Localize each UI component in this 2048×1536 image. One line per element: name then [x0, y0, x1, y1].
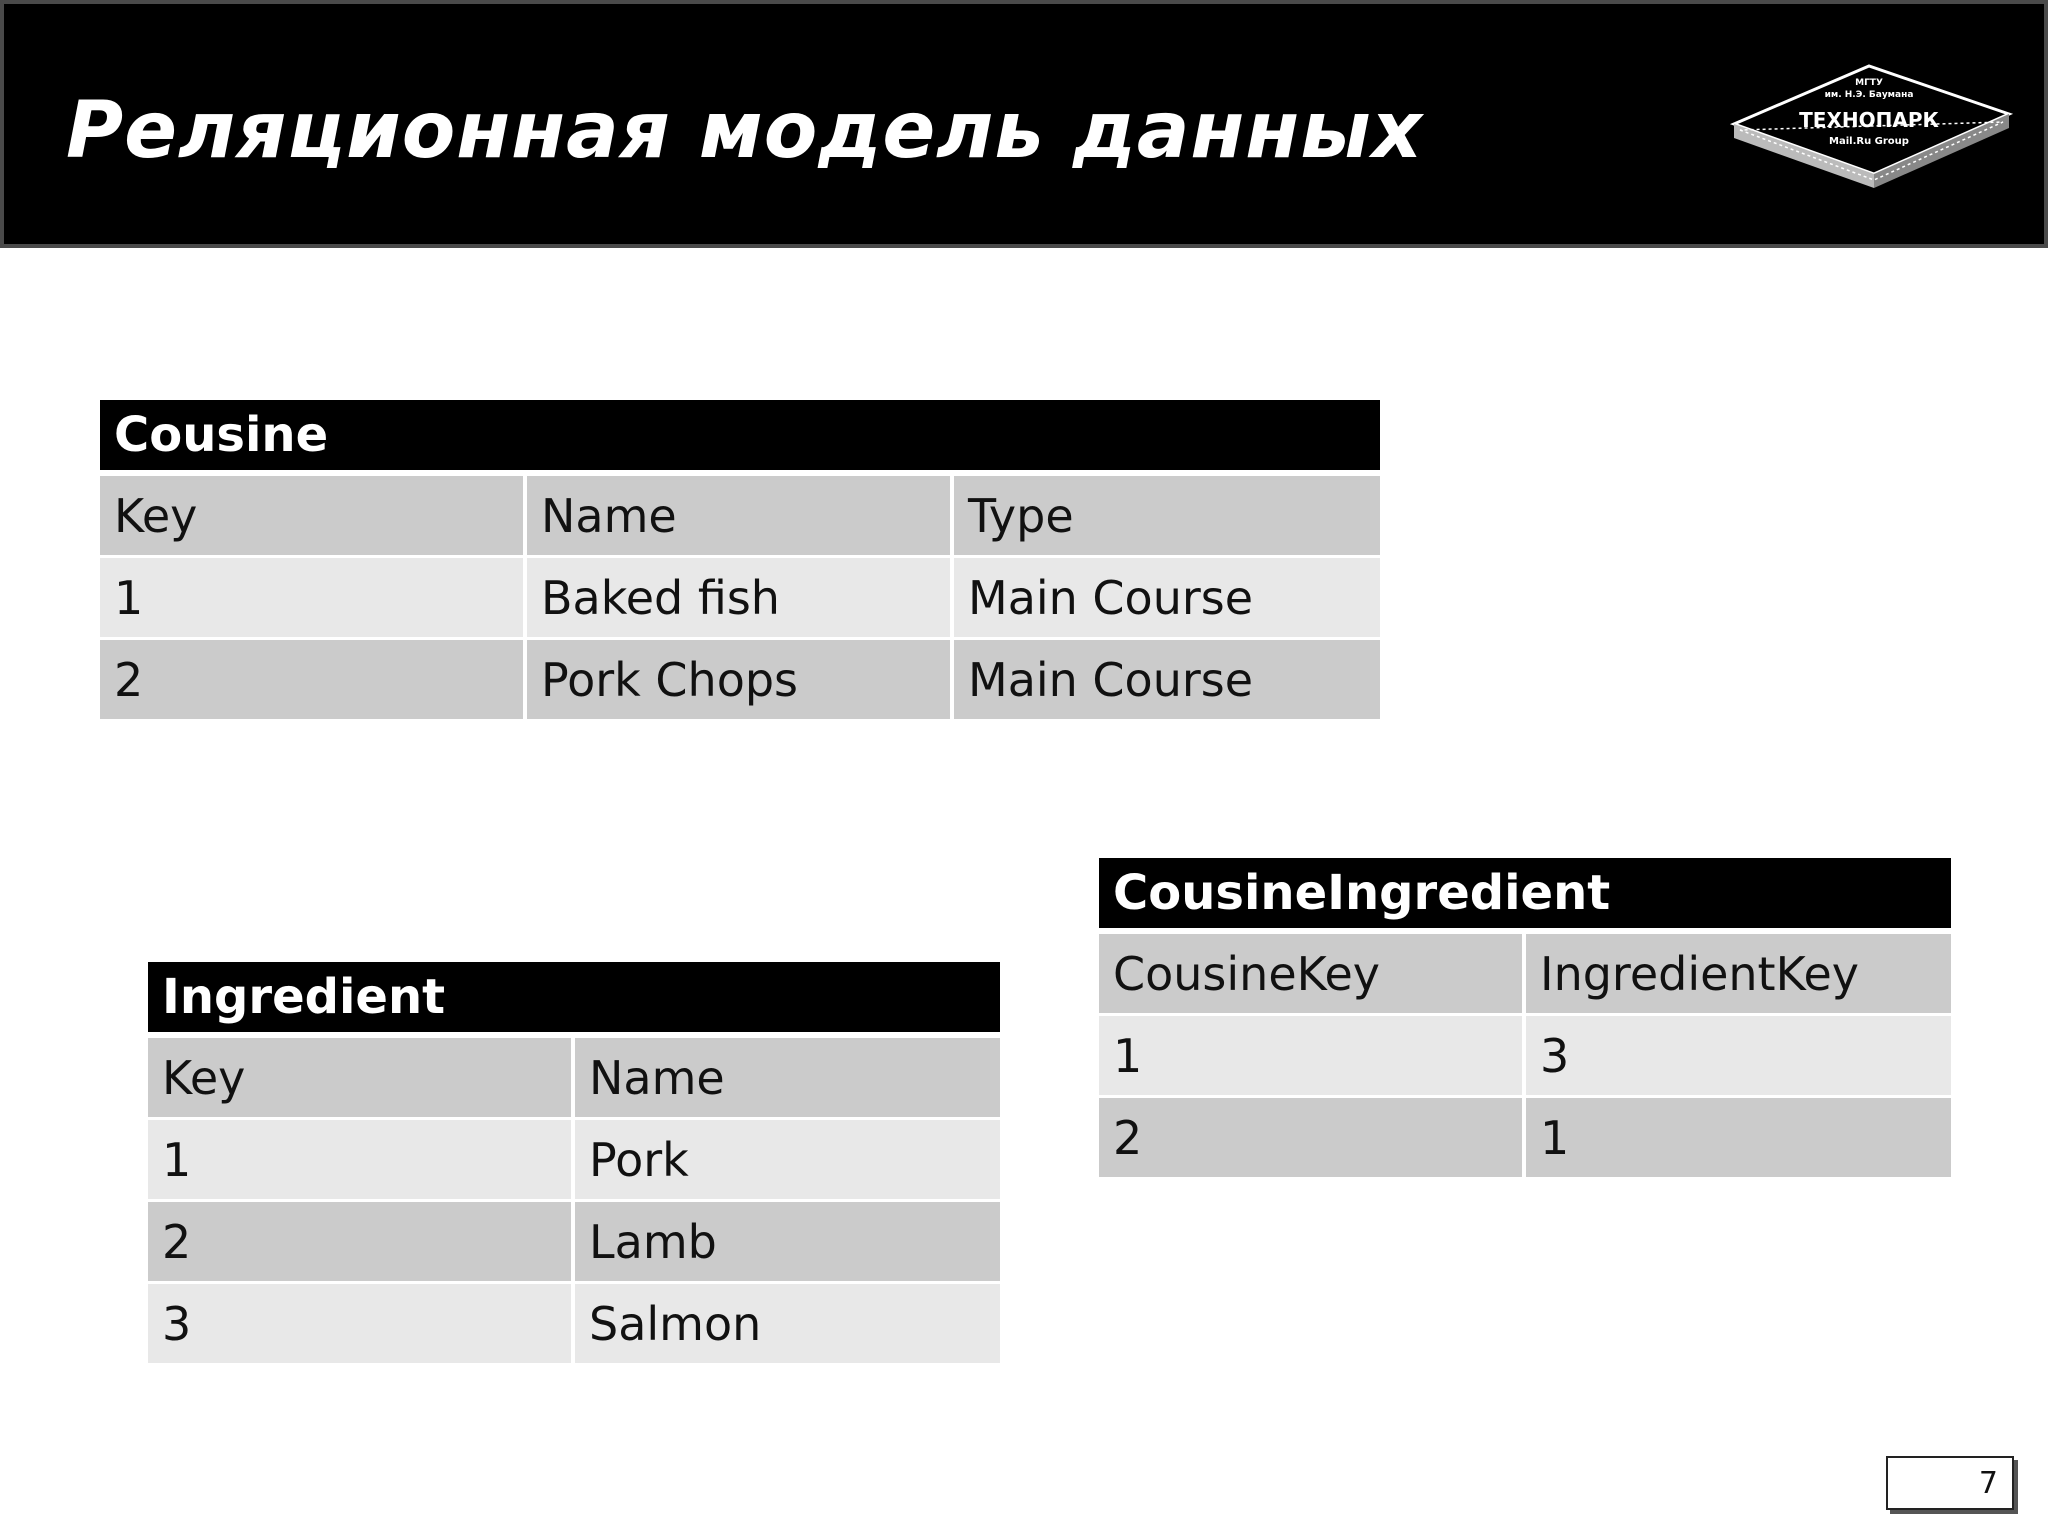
table-cell: 1 [148, 1120, 575, 1202]
column-header: Key [148, 1038, 575, 1120]
table-title-row [1099, 858, 1951, 934]
table-row [100, 640, 1380, 722]
table-title-row [148, 962, 1000, 1038]
ingredient-table [148, 962, 1000, 1366]
table-title: CousineIngredient [1099, 858, 1951, 934]
table-cell: 1 [1099, 1016, 1526, 1098]
table-cell: Pork [575, 1120, 1000, 1202]
logo-line-1: МГТУ [1855, 78, 1883, 88]
page-number-frame [1886, 1456, 2014, 1510]
logo-line-2: им. Н.Э. Баумана [1824, 90, 1914, 100]
table-row [1099, 1098, 1951, 1180]
column-header: CousineKey [1099, 934, 1526, 1016]
table-row [100, 558, 1380, 640]
logo-line-4: Mail.Ru Group [1829, 136, 1909, 147]
page-number-box [1886, 1456, 2018, 1514]
table-cell: 1 [100, 558, 527, 640]
cousine-ingredient-table [1099, 858, 1951, 1180]
table-row [148, 1202, 1000, 1284]
table-header-row [1099, 934, 1951, 1016]
table-header-row [148, 1038, 1000, 1120]
column-header: IngredientKey [1526, 934, 1951, 1016]
page-number: 7 [1978, 1466, 1998, 1501]
column-header: Name [575, 1038, 1000, 1120]
table-cell: Salmon [575, 1284, 1000, 1366]
logo-line-3: ТЕХНОПАРК [1799, 108, 1939, 132]
table-cell: 2 [148, 1202, 575, 1284]
column-header: Type [954, 476, 1380, 558]
table-cell: 2 [100, 640, 527, 722]
cousine-table [100, 400, 1380, 722]
table-title: Cousine [100, 400, 1380, 476]
technopark-logo [1714, 56, 2024, 206]
slide-header [0, 0, 2048, 248]
table-cell: 3 [1526, 1016, 1951, 1098]
table-row [148, 1120, 1000, 1202]
table-row [1099, 1016, 1951, 1098]
column-header: Name [527, 476, 954, 558]
table-cell: 1 [1526, 1098, 1951, 1180]
slide-title: Реляционная модель данных [66, 86, 1424, 176]
table-cell: 3 [148, 1284, 575, 1366]
table-cell: Pork Chops [527, 640, 954, 722]
table-title: Ingredient [148, 962, 1000, 1038]
table-cell: Baked fish [527, 558, 954, 640]
column-header: Key [100, 476, 527, 558]
table-header-row [100, 476, 1380, 558]
table-cell: Main Course [954, 558, 1380, 640]
table-cell: 2 [1099, 1098, 1526, 1180]
table-row [148, 1284, 1000, 1366]
table-title-row [100, 400, 1380, 476]
table-cell: Lamb [575, 1202, 1000, 1284]
table-cell: Main Course [954, 640, 1380, 722]
